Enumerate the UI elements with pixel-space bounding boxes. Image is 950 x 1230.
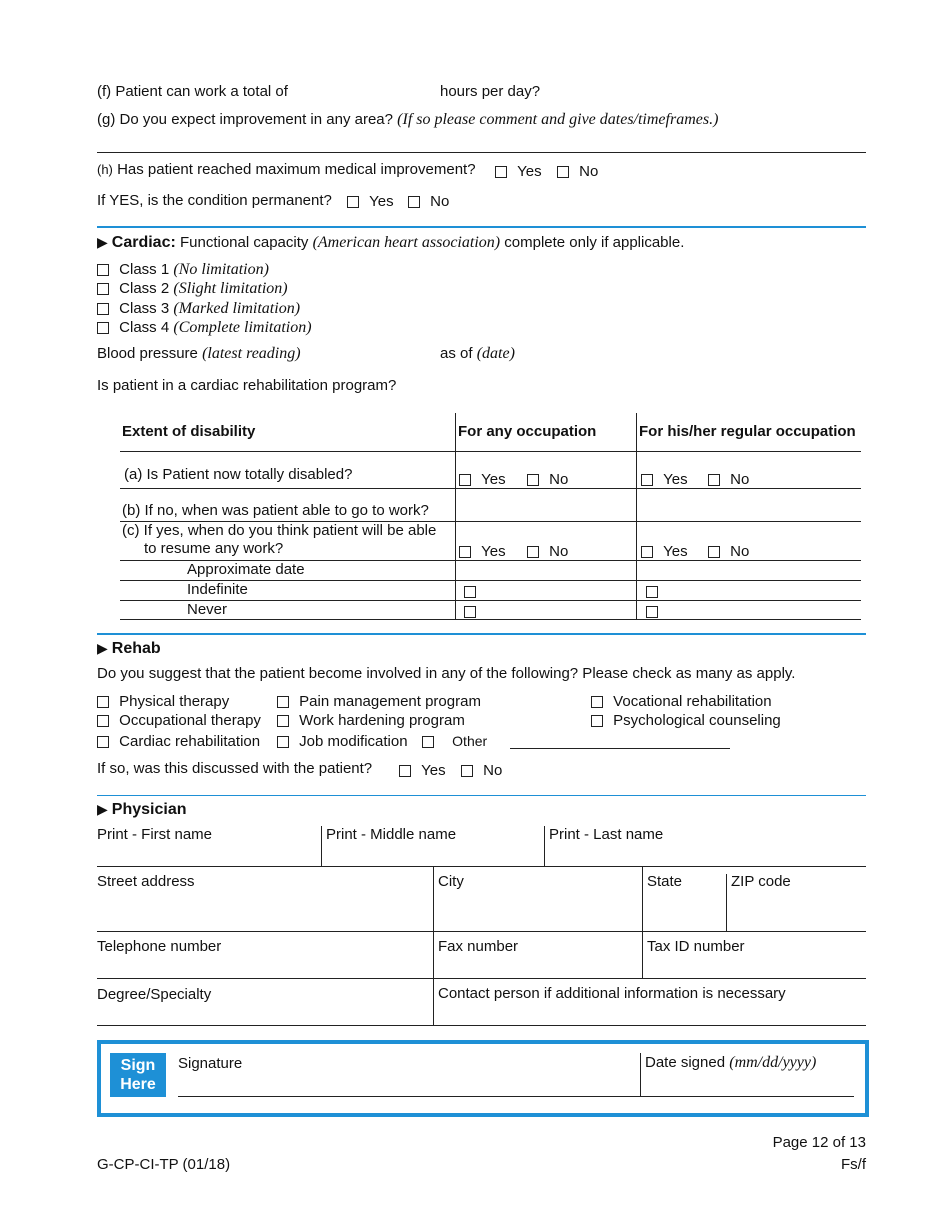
field-divider [433,867,434,931]
last-name-label: Print - Last name [549,826,664,843]
middle-name-label: Print - Middle name [326,826,457,843]
row-c-regular-yes: Yes [641,543,688,560]
rehab-option-work-hardening: Work hardening program [277,712,465,729]
table-rule [120,451,861,452]
field-divider [321,826,322,867]
contact-label: Contact person if additional information is necessary [438,985,786,1002]
mmi-yes-checkbox[interactable] [495,166,507,178]
signature-label: Signature [178,1055,243,1072]
row-c-any-yes-checkbox[interactable] [459,546,471,558]
field-divider [433,979,434,1025]
page-number: Page 12 of 13 [772,1134,866,1151]
cardiac-rehab-checkbox[interactable] [97,736,109,748]
degree-label: Degree/Specialty [97,986,212,1003]
mmi-no-checkbox[interactable] [557,166,569,178]
field-divider [544,826,545,867]
never-regular-checkbox[interactable] [646,603,658,620]
table-header-extent: Extent of disability [122,423,256,440]
triangle-icon: ▶ [97,640,108,656]
row-c-any-no: No [527,543,568,560]
cardiac-class-3: Class 3 (Marked limitation) [97,300,300,318]
section-divider [97,795,866,796]
psychological-counseling-checkbox[interactable] [591,715,603,727]
row-a-any-yes: Yes [459,471,506,488]
field-divider [642,867,643,931]
other-checkbox[interactable] [422,736,434,748]
signature-line[interactable] [178,1096,854,1097]
other-input-line[interactable] [510,748,730,749]
row-a-regular-yes: Yes [641,471,688,488]
row-c-label-1: (c) If yes, when do you think patient will be able [122,522,437,539]
question-g: (g) Do you expect improvement in any area? (If so please comment and give dates/timeframes.) [97,111,719,128]
row-b-label: (b) If no, when was patient able to go to work? [122,502,429,519]
field-divider [640,1053,641,1096]
signature-box [97,1040,869,1117]
table-rule [120,488,861,489]
fax-label: Fax number [438,938,519,955]
triangle-icon: ▶ [97,234,108,250]
discussed-yes: Yes [399,762,446,779]
table-header-any: For any occupation [458,423,597,440]
cardiac-class-2: Class 2 (Slight limitation) [97,280,288,298]
row-a-regular-no-checkbox[interactable] [708,474,720,486]
row-a-any-no-checkbox[interactable] [527,474,539,486]
pain-management-checkbox[interactable] [277,696,289,708]
row-c-regular-yes-checkbox[interactable] [641,546,653,558]
rehab-option-other: Other [422,733,487,750]
indefinite-regular-checkbox[interactable] [646,583,658,600]
field-rule [97,866,866,867]
rehab-option-job-mod: Job modification [277,733,408,750]
question-f-suffix: hours per day? [440,83,541,100]
state-label: State [647,873,683,890]
field-divider [726,874,727,931]
row-c-regular-no-checkbox[interactable] [708,546,720,558]
divider [97,152,866,153]
row-a-any-no: No [527,471,568,488]
mmi-yes-option: Yes [495,163,542,180]
permanent-no-checkbox[interactable] [408,196,420,208]
cardiac-rehab-question: Is patient in a cardiac rehabilitation program? [97,377,397,394]
never-label: Never [187,601,228,618]
rehab-option-vocational: Vocational rehabilitation [591,693,772,710]
field-divider [642,932,643,978]
occupational-therapy-checkbox[interactable] [97,715,109,727]
field-divider [433,932,434,978]
cardiac-heading: ▶ Cardiac: Functional capacity (American heart association) complete only if applicable. [97,234,685,251]
field-rule [97,931,866,932]
class-1-checkbox[interactable] [97,264,109,276]
table-rule [120,619,861,620]
field-rule [97,1025,866,1026]
work-hardening-checkbox[interactable] [277,715,289,727]
row-c-any-yes: Yes [459,543,506,560]
row-c-label-2: to resume any work? [144,540,284,557]
indefinite-label: Indefinite [187,581,248,598]
discussed-no-checkbox[interactable] [461,765,473,777]
permanent-yes-option: Yes [347,193,394,210]
permanent-question: If YES, is the condition permanent? [97,192,332,209]
cardiac-class-1: Class 1 (No limitation) [97,261,269,279]
phone-label: Telephone number [97,938,222,955]
table-header-regular: For his/her regular occupation [639,423,856,440]
section-divider [97,226,866,228]
table-rule [120,600,861,601]
approx-date-label: Approximate date [187,561,305,578]
permanent-yes-checkbox[interactable] [347,196,359,208]
rehab-option-pain: Pain management program [277,693,481,710]
discussed-no: No [461,762,502,779]
indefinite-any-checkbox[interactable] [464,583,476,600]
mmi-no-option: No [557,163,598,180]
rehab-option-psychological: Psychological counseling [591,712,781,729]
table-divider [455,413,456,620]
table-divider [636,413,637,620]
question-f-label: (f) Patient can work a total of [97,83,288,100]
field-rule [97,978,866,979]
physical-therapy-checkbox[interactable] [97,696,109,708]
job-modification-checkbox[interactable] [277,736,289,748]
permanent-no-option: No [408,193,449,210]
rehab-option-occupational: Occupational therapy [97,712,261,729]
triangle-icon: ▶ [97,801,108,817]
taxid-label: Tax ID number [647,938,745,955]
blood-pressure-label: Blood pressure (latest reading) [97,345,301,362]
discussed-yes-checkbox[interactable] [399,765,411,777]
as-of-label: as of (date) [440,345,515,362]
city-label: City [438,873,464,890]
sign-here-badge: Sign Here [110,1053,166,1097]
class-4-checkbox[interactable] [97,322,109,334]
section-divider [97,633,866,635]
first-name-label: Print - First name [97,826,213,843]
row-c-regular-no: No [708,543,749,560]
never-any-checkbox[interactable] [464,603,476,620]
row-a-regular-no: No [708,471,749,488]
zip-label: ZIP code [731,873,791,890]
class-2-checkbox[interactable] [97,283,109,295]
rehab-option-physical: Physical therapy [97,693,229,710]
question-h: (h) Has patient reached maximum medical improvement? [97,161,476,178]
cardiac-class-4: Class 4 (Complete limitation) [97,319,312,337]
rehab-option-cardiac: Cardiac rehabilitation [97,733,260,750]
physician-heading: ▶ Physician [97,801,187,818]
date-signed-label: Date signed (mm/dd/yyyy) [645,1054,817,1071]
rehab-heading: ▶ Rehab [97,640,161,657]
street-label: Street address [97,873,195,890]
vocational-rehab-checkbox[interactable] [591,696,603,708]
form-code: Fs/f [841,1156,866,1173]
rehab-question: Do you suggest that the patient become involved in any of the following? Please check as many as apply. [97,665,796,682]
row-a-label: (a) Is Patient now totally disabled? [124,466,353,483]
discussed-question: If so, was this discussed with the patient? [97,760,373,777]
class-3-checkbox[interactable] [97,303,109,315]
form-id: G-CP-CI-TP (01/18) [97,1156,231,1173]
row-a-any-yes-checkbox[interactable] [459,474,471,486]
row-a-regular-yes-checkbox[interactable] [641,474,653,486]
row-c-any-no-checkbox[interactable] [527,546,539,558]
